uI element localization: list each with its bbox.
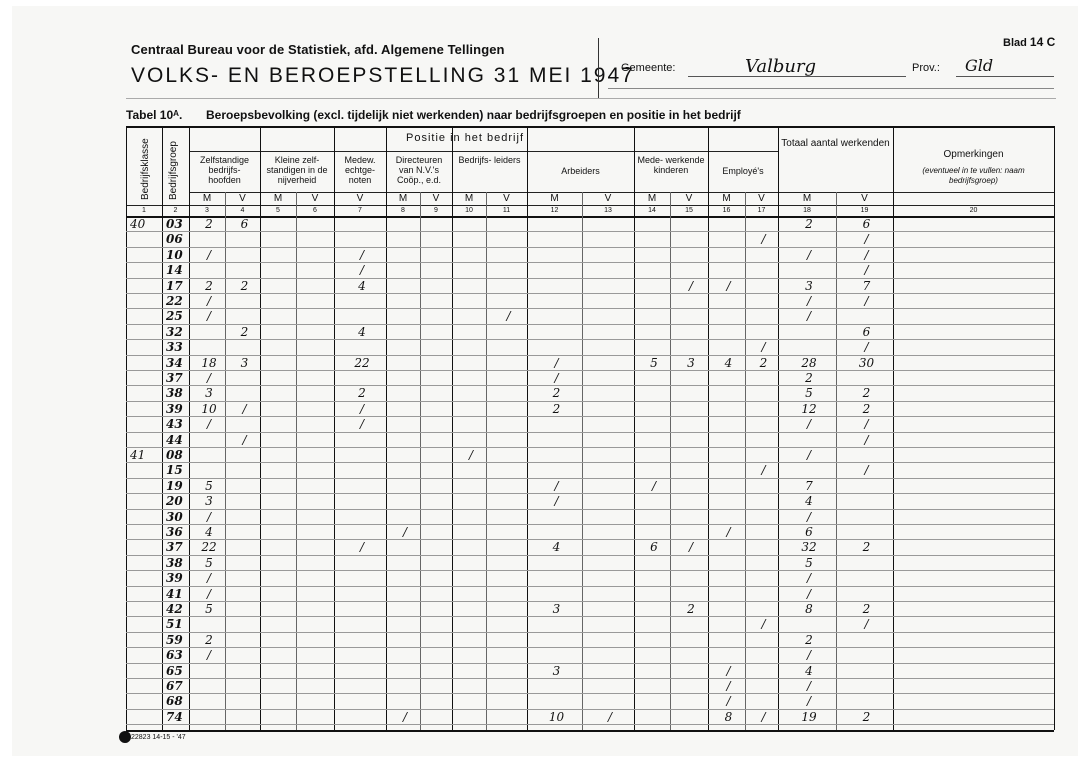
form-title: VOLKS- EN BEROEPSTELLING 31 MEI 1947 xyxy=(131,64,635,87)
column-divider xyxy=(1054,126,1055,730)
column-number: 16 xyxy=(722,207,731,214)
cell-value: / xyxy=(864,417,869,432)
cell-groep: 59 xyxy=(166,632,183,647)
cell-value: 3 xyxy=(205,494,213,509)
cell-value: / xyxy=(864,340,869,355)
cell-value: 22 xyxy=(201,540,217,555)
cell-value: / xyxy=(359,401,365,416)
cell-groep: 39 xyxy=(166,401,183,416)
column-divider xyxy=(634,126,635,730)
column-divider xyxy=(162,126,163,730)
cell-value: / xyxy=(554,478,559,493)
cell-value: / xyxy=(864,617,869,632)
table-top-border xyxy=(126,126,1054,128)
header-bedrijfsleiders: Bedrijfs- leiders xyxy=(458,155,521,165)
table-row-line xyxy=(126,262,1054,263)
cell-groep: 19 xyxy=(166,478,183,493)
cell-value: 18 xyxy=(201,355,217,370)
cell-value: / xyxy=(554,371,559,385)
table-row-line xyxy=(126,447,1054,448)
cell-groep: 38 xyxy=(166,555,183,570)
column-number: 12 xyxy=(550,207,559,214)
header-divider xyxy=(598,38,599,98)
mv-label: V xyxy=(861,193,868,204)
column-number: 9 xyxy=(434,207,438,214)
mv-label: M xyxy=(802,193,812,204)
column-divider xyxy=(225,192,226,730)
cell-value: / xyxy=(806,247,812,262)
gemeente-underline xyxy=(688,76,906,77)
cell-value: 2 xyxy=(862,709,871,724)
table-row-line xyxy=(126,462,1054,463)
table-row-line xyxy=(126,616,1054,617)
mv-bottom-line xyxy=(126,205,1054,206)
header-kleine: Kleine zelf- standigen in de nijverheid xyxy=(266,155,328,185)
cell-value: / xyxy=(554,355,559,370)
cell-value: 2 xyxy=(687,602,695,616)
table-row-line xyxy=(126,539,1054,540)
mv-label: V xyxy=(758,193,765,204)
cell-groep: 34 xyxy=(166,355,183,370)
cell-value: / xyxy=(242,432,247,447)
cell-groep: 37 xyxy=(166,540,183,555)
cell-groep: 30 xyxy=(166,509,183,524)
cell-value: 5 xyxy=(205,602,213,616)
cell-value: / xyxy=(864,463,869,478)
cell-value: 28 xyxy=(801,355,817,370)
cell-groep: 44 xyxy=(166,432,183,447)
cell-value: 4 xyxy=(805,494,813,509)
cell-groep: 36 xyxy=(166,525,183,539)
table-row-line xyxy=(126,724,1054,725)
cell-value: / xyxy=(359,540,365,555)
mv-label: V xyxy=(311,193,319,204)
cell-value: 2 xyxy=(240,278,249,293)
cell-value: / xyxy=(206,309,212,324)
cell-value: 4 xyxy=(358,324,366,339)
cell-groep: 63 xyxy=(166,648,183,663)
cell-value: / xyxy=(206,509,212,524)
cell-value: / xyxy=(359,417,365,432)
column-divider xyxy=(189,126,190,730)
gemeente-value: Valburg xyxy=(745,56,817,77)
cell-value: 19 xyxy=(801,709,817,724)
cell-value: 7 xyxy=(805,478,813,493)
cell-value: 2 xyxy=(759,355,768,370)
cell-value: / xyxy=(359,247,365,262)
cell-groep: 65 xyxy=(166,663,183,678)
cell-value: / xyxy=(468,448,474,462)
mv-label: V xyxy=(685,193,693,204)
cell-value: 10 xyxy=(548,709,565,724)
cell-value: / xyxy=(806,509,812,524)
table-row-line xyxy=(126,678,1054,679)
cell-value: 6 xyxy=(805,525,813,539)
cell-value: / xyxy=(726,679,731,693)
table-row-line xyxy=(126,493,1054,494)
header-rule xyxy=(608,88,1054,89)
table-row-line xyxy=(126,247,1054,248)
cell-value: / xyxy=(726,525,731,539)
cell-value: / xyxy=(554,494,559,509)
cell-value: 2 xyxy=(240,324,249,339)
cell-value: / xyxy=(206,571,212,586)
mv-label: M xyxy=(550,193,559,204)
mv-label: M xyxy=(398,193,408,204)
cell-value: / xyxy=(806,448,812,462)
column-number: 1 xyxy=(142,207,146,214)
cell-groep: 14 xyxy=(166,263,183,278)
table-row-line xyxy=(126,663,1054,664)
column-divider xyxy=(893,126,894,730)
table-row-line xyxy=(126,570,1054,571)
column-divider xyxy=(296,192,297,730)
cell-groep: 03 xyxy=(166,217,183,231)
column-divider xyxy=(334,126,335,730)
table-row-line xyxy=(126,401,1054,402)
cell-value: / xyxy=(206,371,212,385)
mv-label: V xyxy=(356,193,364,204)
cell-value: / xyxy=(761,463,766,478)
mv-label: V xyxy=(604,193,612,204)
mv-label: M xyxy=(273,193,283,204)
cell-value: / xyxy=(607,709,613,724)
column-number: 13 xyxy=(604,207,612,214)
column-number: 2 xyxy=(173,207,178,214)
column-divider xyxy=(582,192,583,730)
cell-value: 3 xyxy=(687,355,695,370)
print-code: 22823 14-15 - '47 xyxy=(131,734,186,741)
header-opmerkingen: Opmerkingen xyxy=(943,149,1004,160)
header-arbeiders: Arbeiders xyxy=(561,166,600,176)
cell-groep: 15 xyxy=(166,463,183,478)
table-label: Tabel 10ᴬ. xyxy=(126,108,183,122)
cell-value: / xyxy=(242,401,247,416)
table-title: Beroepsbevolking (excl. tijdelijk niet werkenden) naar bedrijfsgroepen en positie in het bedrijf xyxy=(206,108,741,122)
column-number: 15 xyxy=(685,207,693,214)
cell-value: 3 xyxy=(205,386,213,401)
header-directeuren: Directeuren van N.V.'s Coöp., e.d. xyxy=(395,155,443,185)
column-divider xyxy=(778,126,779,730)
column-number: 17 xyxy=(757,207,766,214)
cell-value: / xyxy=(806,586,812,601)
cell-value: 2 xyxy=(805,632,813,647)
cell-value: / xyxy=(359,263,365,278)
prov-underline xyxy=(956,76,1054,77)
table-row-line xyxy=(126,647,1054,648)
column-number: 20 xyxy=(969,207,978,214)
cell-value: / xyxy=(806,679,812,693)
cell-value: 6 xyxy=(650,540,658,555)
header-medewerkende: Mede- werkende kinderen xyxy=(637,155,705,175)
cell-value: / xyxy=(806,648,812,663)
mv-label: V xyxy=(432,193,440,204)
cell-value: 2 xyxy=(862,401,871,416)
table-row-line xyxy=(126,416,1054,417)
column-number: 5 xyxy=(276,207,280,214)
cell-value: 5 xyxy=(650,355,658,370)
cell-value: 4 xyxy=(724,355,733,370)
table-row-line xyxy=(126,432,1054,433)
cell-groep: 08 xyxy=(166,448,183,462)
header-zelfstandige: Zelfstandige bedrijfs- hoofden xyxy=(199,155,250,185)
header-employes: Employé's xyxy=(722,166,764,176)
column-divider xyxy=(527,126,528,730)
header-opmerkingen-sub: (eventueel in te vullen: naam bedrijfsgroep) xyxy=(922,166,1025,185)
cell-groep: 37 xyxy=(166,371,183,385)
table-row-line xyxy=(126,693,1054,694)
cell-value: 5 xyxy=(205,555,213,570)
cell-klasse: 41 xyxy=(130,448,146,462)
cell-value: / xyxy=(688,540,694,555)
cell-value: 2 xyxy=(862,540,871,555)
column-divider xyxy=(420,192,421,730)
cell-value: 5 xyxy=(805,555,813,570)
column-divider xyxy=(452,126,453,730)
header-bedrijfsgroep: Bedrijfsgroep xyxy=(168,141,179,200)
cell-value: / xyxy=(206,586,212,601)
cell-value: 8 xyxy=(724,709,733,724)
mv-label: M xyxy=(464,193,474,204)
table-row-line xyxy=(126,339,1054,340)
cell-value: / xyxy=(761,709,766,724)
column-number: 7 xyxy=(358,207,362,214)
cell-value: 4 xyxy=(205,525,213,539)
cell-groep: 74 xyxy=(166,709,183,724)
table-row-line xyxy=(126,601,1054,602)
cell-groep: 38 xyxy=(166,386,183,401)
cell-value: / xyxy=(806,694,812,709)
table-row-line xyxy=(126,370,1054,371)
table-row-line xyxy=(126,324,1054,325)
cell-value: / xyxy=(651,478,657,493)
column-divider xyxy=(486,192,487,730)
printer-logo xyxy=(119,731,131,743)
header-rule-lower xyxy=(126,98,1056,99)
column-divider xyxy=(708,126,709,730)
cell-value: 4 xyxy=(805,663,813,678)
cell-value: 2 xyxy=(862,386,871,401)
column-number: 4 xyxy=(240,207,245,214)
cell-value: 6 xyxy=(240,217,249,231)
mv-label: M xyxy=(722,193,731,204)
cell-value: / xyxy=(864,247,869,262)
column-number: 6 xyxy=(313,207,317,214)
gemeente-label: Gemeente: xyxy=(621,62,676,74)
cell-value: / xyxy=(864,432,869,447)
column-divider xyxy=(745,192,746,730)
cell-value: 2 xyxy=(205,278,213,293)
cell-groep: 10 xyxy=(166,247,183,262)
cell-value: / xyxy=(726,663,731,678)
cell-value: / xyxy=(806,294,812,308)
table-row-line xyxy=(126,524,1054,525)
cell-value: / xyxy=(806,571,812,586)
column-number: 18 xyxy=(803,207,811,214)
cell-groep: 33 xyxy=(166,340,183,355)
cell-groep: 22 xyxy=(166,294,183,308)
mv-label: M xyxy=(647,193,657,204)
cell-groep: 42 xyxy=(166,602,183,616)
column-divider xyxy=(670,192,671,730)
table-row-line xyxy=(126,231,1054,232)
cell-value: / xyxy=(506,309,511,324)
cell-value: 2 xyxy=(552,386,561,401)
cell-groep: 67 xyxy=(166,679,183,693)
cell-value: / xyxy=(206,294,212,308)
cell-value: 5 xyxy=(205,478,213,493)
cell-value: / xyxy=(864,294,869,308)
cell-groep: 25 xyxy=(166,309,183,324)
table-row-line xyxy=(126,509,1054,510)
column-number: 10 xyxy=(465,207,473,214)
table-row-line xyxy=(126,555,1054,556)
colnum-bottom-line xyxy=(126,216,1054,218)
cell-value: / xyxy=(761,340,766,355)
header-bedrijfsklasse: Bedrijfsklasse xyxy=(140,138,151,200)
cell-groep: 68 xyxy=(166,694,183,709)
column-number: 19 xyxy=(860,207,869,214)
header-totaal: Totaal aantal werkenden xyxy=(781,138,890,149)
column-number: 3 xyxy=(205,207,209,214)
cell-value: 22 xyxy=(354,355,370,370)
mv-label: M xyxy=(202,193,212,204)
cell-value: / xyxy=(206,648,212,663)
cell-groep: 41 xyxy=(166,586,183,601)
cell-value: 30 xyxy=(858,355,875,370)
table-bottom-border xyxy=(126,730,1054,732)
table-row-line xyxy=(126,586,1054,587)
mv-label: V xyxy=(503,193,510,204)
cell-value: 4 xyxy=(358,278,366,293)
cell-value: 12 xyxy=(801,401,817,416)
cell-value: 6 xyxy=(862,324,871,339)
cell-groep: 32 xyxy=(166,324,183,339)
cell-value: / xyxy=(806,309,812,324)
cell-value: / xyxy=(864,263,869,278)
column-number: 14 xyxy=(648,207,656,214)
cell-value: / xyxy=(864,232,869,247)
cell-value: / xyxy=(688,278,694,293)
cell-groep: 17 xyxy=(166,278,183,293)
table-row-line xyxy=(126,308,1054,309)
cell-value: 2 xyxy=(552,401,561,416)
column-number: 8 xyxy=(401,207,405,214)
cell-value: 10 xyxy=(201,401,217,416)
column-divider xyxy=(260,126,261,730)
cell-value: 6 xyxy=(862,217,871,231)
blad-label: Blad 14 C xyxy=(1003,35,1056,49)
column-divider xyxy=(126,126,127,730)
column-divider xyxy=(836,192,837,730)
table-row-line xyxy=(126,385,1054,386)
cell-value: 2 xyxy=(805,217,813,231)
table-row-line xyxy=(126,278,1054,279)
cell-value: 7 xyxy=(862,278,871,293)
prov-value: Gld xyxy=(965,56,994,75)
cell-value: / xyxy=(206,247,212,262)
cell-groep: 20 xyxy=(166,494,183,509)
cell-groep: 51 xyxy=(166,617,183,632)
column-divider xyxy=(386,126,387,730)
mv-label: V xyxy=(239,193,246,204)
cell-value: / xyxy=(206,417,212,432)
cell-value: 2 xyxy=(862,602,871,616)
cell-value: / xyxy=(402,525,408,539)
header-medew: Medew. echtge- noten xyxy=(344,155,376,185)
table-row-line xyxy=(126,478,1054,479)
bureau-heading: Centraal Bureau voor de Statistiek, afd. Algemene Tellingen xyxy=(131,42,505,57)
cell-groep: 06 xyxy=(166,232,183,247)
cell-value: / xyxy=(761,232,766,247)
cell-value: 32 xyxy=(801,540,817,555)
cell-value: 3 xyxy=(240,355,249,370)
cell-value: 3 xyxy=(805,278,813,293)
cell-value: / xyxy=(806,417,812,432)
cell-value: / xyxy=(402,709,408,724)
table-row-line xyxy=(126,709,1054,710)
cell-value: 4 xyxy=(552,540,561,555)
cell-value: / xyxy=(726,694,731,709)
cell-value: 2 xyxy=(805,371,813,385)
cell-value: 8 xyxy=(805,602,813,616)
column-number: 11 xyxy=(502,207,511,214)
prov-label: Prov.: xyxy=(912,62,940,74)
cell-value: 5 xyxy=(805,386,813,401)
cell-value: 3 xyxy=(552,602,561,616)
cell-value: 3 xyxy=(552,663,561,678)
table-row-line xyxy=(126,632,1054,633)
table-row-line xyxy=(126,355,1054,356)
cell-groep: 39 xyxy=(166,571,183,586)
positie-underline xyxy=(189,151,778,152)
cell-groep: 43 xyxy=(166,417,183,432)
cell-value: / xyxy=(761,617,766,632)
cell-value: 2 xyxy=(205,632,213,647)
cell-value: 2 xyxy=(205,217,213,231)
table-row-line xyxy=(126,293,1054,294)
cell-value: / xyxy=(726,278,731,293)
cell-klasse: 40 xyxy=(130,217,146,231)
header-positie: Positie in het bedrijf xyxy=(406,132,524,144)
cell-value: 2 xyxy=(358,386,366,401)
